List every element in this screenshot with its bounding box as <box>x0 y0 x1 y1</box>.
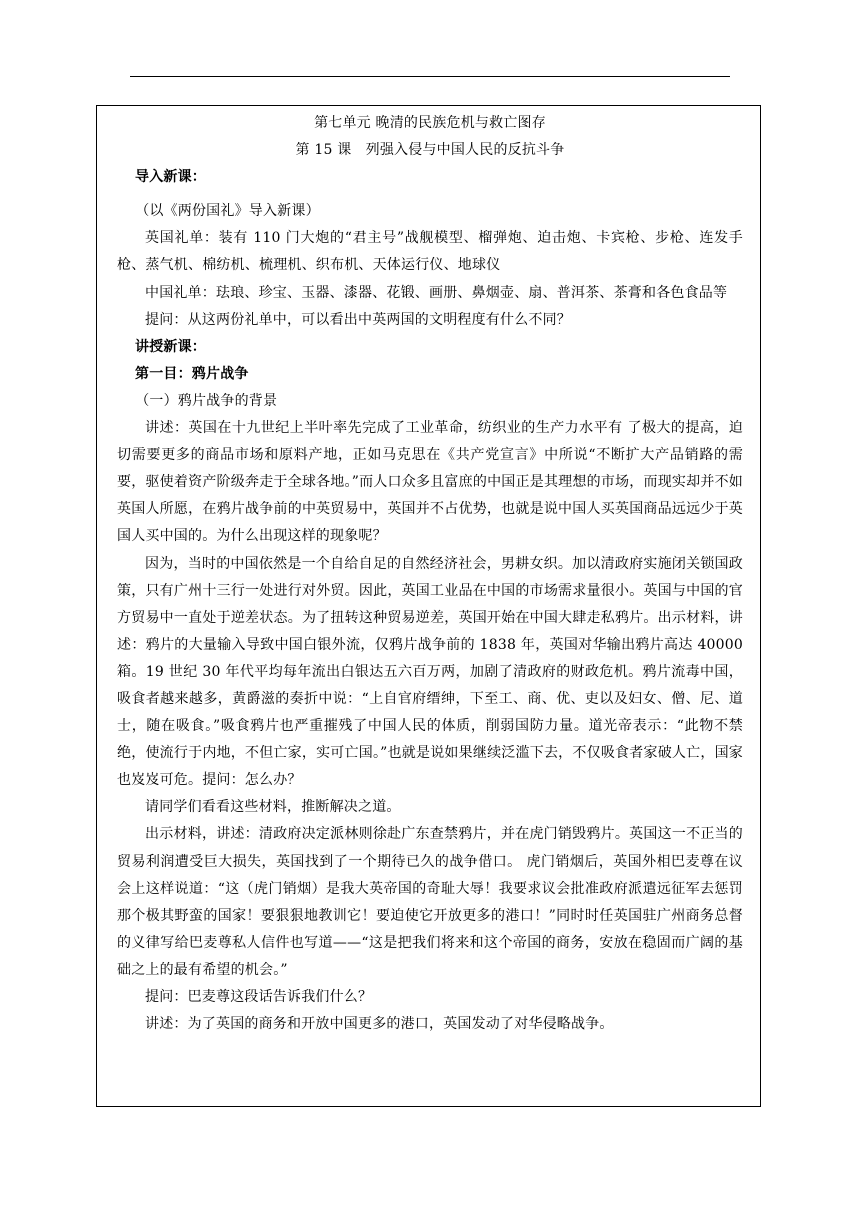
spacer <box>117 191 743 198</box>
teach-paragraph: 出示材料，讲述：清政府决定派林则徐赴广东查禁鸦片，并在虎门销毁鸦片。英国这一不正当的贸易利润遭受巨大损失，英国找到了一个期待已久的战争借口。 虎门销烟后，英国外相巴麦尊在议会上这样说道：“这（虎门销烟）是我大英帝国的奇耻大辱！我要求议会批准政府派遣远征军去惩罚那个极其野蛮的国家！要狠狠地教训它！要迫使它开放更多的港口！”同时时任英国驻广州商务总督的义律写给巴麦尊私人信件也写道——“这是把我们将来和这个帝国的商务，安放在稳固而广阔的基础之上的最有希望的机会。” <box>117 826 743 978</box>
teach-paragraph: 请同学们看看这些材料，推断解决之道。 <box>145 799 401 816</box>
unit-title: 第七单元 晚清的民族危机与救亡图存 <box>314 115 546 131</box>
teach-paragraph: 提问：巴麦尊这段话告诉我们什么？ <box>145 989 373 1005</box>
intro-paragraph: （以《两份国礼》导入新课） <box>135 203 320 220</box>
teach-heading: 讲授新课： <box>135 338 206 355</box>
intro-paragraph: 英国礼单：装有 110 门大炮的“君主号”战舰模型、榴弹炮、迫击炮、卡宾枪、步枪、连发手枪、蒸气机、棉纺机、梳理机、织布机、天体运行仪、地球仪 <box>117 230 743 274</box>
lesson-title: 第 15 课 列强入侵与中国人民的反抗斗争 <box>295 142 565 159</box>
intro-paragraph: 中国礼单：珐琅、珍宝、玉器、漆器、花锻、画册、鼻烟壶、扇、普洱茶、茶膏和各色食品等 <box>145 284 728 301</box>
intro-heading: 导入新课： <box>135 169 206 186</box>
teach-subheading: 第一目：鸦片战争 <box>135 365 249 382</box>
header-rule <box>130 76 730 77</box>
lesson-content <box>117 110 743 1038</box>
topic-heading: （一）鸦片战争的背景 <box>135 392 278 409</box>
teach-paragraph: 因为，当时的中国依然是一个自给自足的自然经济社会，男耕女织。加以清政府实施闭关锁国政策，只有广州十三行一处进行对外贸。因此，英国工业品在中国的市场需求量很小。英国与中国的官方贸易中一直处于逆差状态。为了扭转这种贸易逆差，英国开始在中国大肆走私鸦片。出示材料，讲述：鸦片的大量输入导致中国白银外流，仅鸦片战争前的 1838 年，英国对华输出鸦片高达 40000 箱。19 世纪 30 年代平均每年流出白银达五六百万两，加剧了清政府的财政危机。鸦片流毒中国，吸食者越来越多，黄爵滋的奏折中说：“上自官府缙绅，下至工、商、优、吏以及妇女、僧、尼、道士，随在吸食。”吸食鸦片也严重摧残了中国人民的体质，削弱国防力量。道光帝表示：“此物不禁绝，使流行于内地，不但亡家，实可亡国。”也就是说如果继续泛滥下去，不仅吸食者家破人亡，国家也岌岌可危。提问：怎么办？ <box>117 555 743 789</box>
teach-paragraph: 讲述：英国在十九世纪上半叶率先完成了工业革命，纺织业的生产力水平有 了极大的提高，迫切需要更多的商品市场和原料产地，正如马克思在《共产党宣言》中所说“不断扩大产品销路的需要，驱使着资产阶级奔走于全球各地。”而人口众多且富庶的中国正是其理想的市场，而现实却并不如英国人所愿，在鸦片战争前的中英贸易中，英国并不占优势，也就是说中国人买英国商品远远少于英国人买中国的。为什么出现这样的现象呢？ <box>117 420 743 545</box>
teach-paragraph: 讲述：为了英国的商务和开放中国更多的港口，英国发动了对华侵略战争。 <box>145 1016 614 1033</box>
intro-paragraph: 提问：从这两份礼单中，可以看出中英两国的文明程度有什么不同？ <box>145 311 571 328</box>
